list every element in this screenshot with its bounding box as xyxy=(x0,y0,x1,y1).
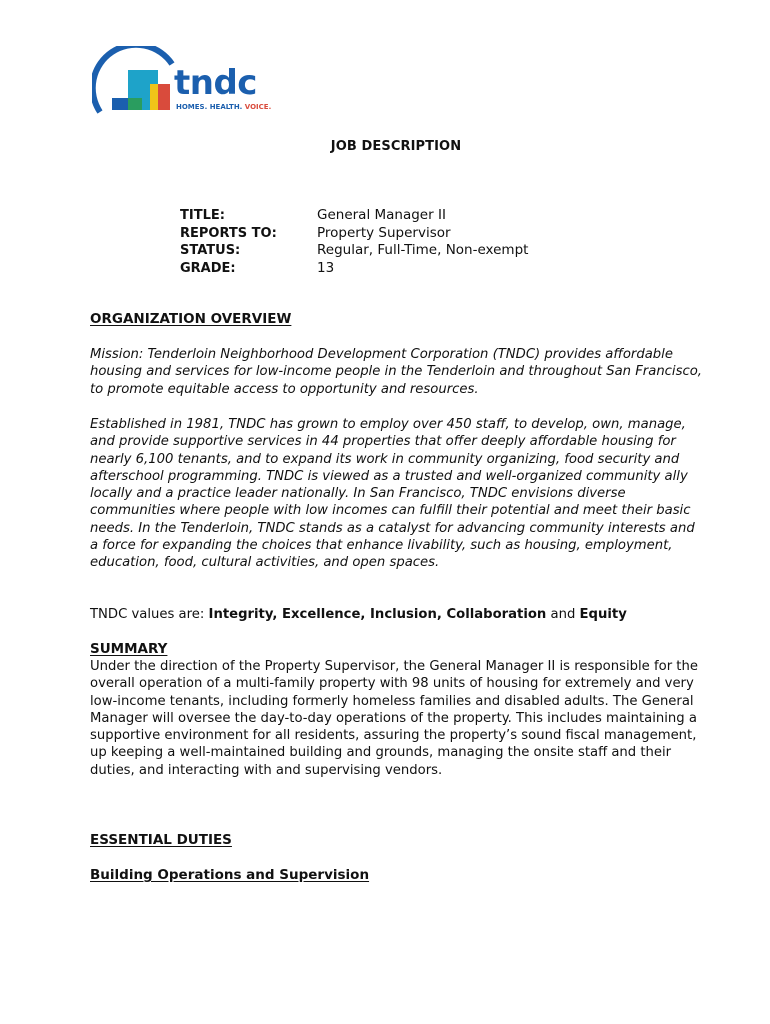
document-title: JOB DESCRIPTION xyxy=(330,139,462,154)
logo-wordmark: tndc xyxy=(174,63,257,103)
summary-heading: SUMMARY xyxy=(90,641,168,657)
established-paragraph: Established in 1981, TNDC has grown to employ over 450 staff, to develop, own, manage, and provide supportive services in 44 properties that offer deeply affordable housing for nearly 6,100 tenants, and to expand its work in community organizing, food security and afterschool programming. TNDC is viewed as a trusted and well-organized community ally locally and a practice leader nationally. In San Francisco, TNDC envisions diverse communities where people with low incomes can fulfill their potential and meet their basic needs. In the Tenderloin, TNDC stands as a catalyst for advancing community interests and a force for expanding the choices that enhance livability, such as housing, employment, education, food, cultural activities, and open spaces. xyxy=(90,417,695,571)
logo-bar-blue xyxy=(112,98,128,110)
meta-label: REPORTS TO: xyxy=(180,225,277,241)
meta-value: Property Supervisor xyxy=(317,224,451,241)
summary-paragraph: Under the direction of the Property Supervisor, the General Manager II is responsible for the overall operation of a multi-family property with 98 units of housing for extremely and very low-income tenants, including formerly homeless families and disabled adults. The General Manager will oversee the day-to-day operations of the property. This includes maintaining a supportive environment for all residents, assuring the property’s sound fiscal management, up keeping a well-maintained building and grounds, managing the onsite staff and their duties, and interacting with and supervising vendors. xyxy=(90,659,698,778)
meta-row-reports-to xyxy=(180,225,528,243)
tndc-logo xyxy=(92,46,272,118)
meta-label: STATUS: xyxy=(180,243,241,258)
logo-tagline xyxy=(176,103,271,111)
meta-row-title xyxy=(180,207,528,225)
logo-bar-green xyxy=(128,98,142,110)
meta-label: TITLE: xyxy=(180,208,225,223)
values-prefix: TNDC values are: xyxy=(90,607,209,622)
meta-value: Regular, Full-Time, Non-exempt xyxy=(317,242,529,258)
logo-tagline-main: HOMES. HEALTH. xyxy=(176,103,245,111)
building-operations-subheading: Building Operations and Supervision xyxy=(90,867,370,883)
logo-bar-red xyxy=(158,84,170,110)
values-and: and xyxy=(546,607,580,622)
meta-row-status xyxy=(180,242,528,260)
values-list: Integrity, Excellence, Inclusion, Collaboration xyxy=(208,607,547,622)
mission-paragraph: Mission: Tenderloin Neighborhood Development Corporation (TNDC) provides affordable housing and services for low-income people in the Tenderloin and throughout San Francisco, to promote equitable access to opportunity and resources. xyxy=(90,347,702,397)
meta-value: 13 xyxy=(317,259,335,276)
values-last: Equity xyxy=(579,607,627,622)
essential-duties-heading: ESSENTIAL DUTIES xyxy=(90,832,232,848)
meta-value: General Manager II xyxy=(317,207,446,223)
organization-overview-heading: ORGANIZATION OVERVIEW xyxy=(90,311,292,327)
meta-row-grade xyxy=(180,260,528,278)
logo-tagline-accent: VOICE. xyxy=(244,103,272,111)
job-meta-table xyxy=(180,207,528,277)
values-paragraph xyxy=(90,606,705,623)
meta-label: GRADE: xyxy=(180,260,236,276)
